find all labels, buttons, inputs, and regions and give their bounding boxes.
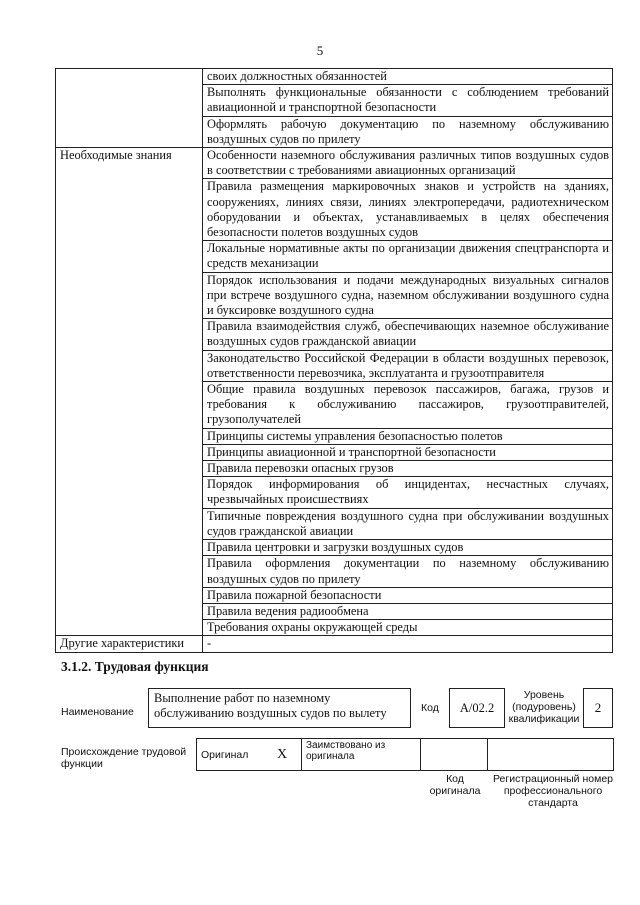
row-label: [56, 540, 203, 556]
row-content: Общие правила воздушных перевозок пассажиров, багажа, грузов и требования к обслуживанию пассажиров, грузоотправителей, грузополучателей: [203, 382, 613, 429]
table-row: [56, 319, 613, 350]
function-code-field: А/02.2: [449, 688, 505, 728]
row-content: Законодательство Российской Федерации в области воздушных перевозок, ответственности перевозчика, эксплуатанта и грузоотправителя: [203, 350, 613, 381]
row-content: Принципы системы управления безопасностью полетов: [203, 428, 613, 444]
row-content: Правила оформления документации по наземному обслуживанию воздушных судов по прилету: [203, 556, 613, 587]
row-content: Правила центровки и загрузки воздушных судов: [203, 540, 613, 556]
table-row: [56, 556, 613, 587]
table-row: [56, 540, 613, 556]
table-row: [56, 382, 613, 429]
row-content: Правила пожарной безопасности: [203, 587, 613, 603]
row-content: Принципы авиационной и транспортной безопасности: [203, 444, 613, 460]
row-label: [56, 319, 203, 350]
row-label: [56, 85, 203, 116]
origin-label: Происхождение трудовой функции: [61, 746, 187, 770]
row-label: [56, 461, 203, 477]
row-content: Правила ведения радиообмена: [203, 603, 613, 619]
table-row: [56, 428, 613, 444]
row-label: [56, 428, 203, 444]
row-label: [56, 508, 203, 539]
row-content: Правила размещения маркировочных знаков и устройств на зданиях, сооружениях, линиях связи, линиях электропередачи, радиотехническом оборудовании и объектах, устанавливаемых в целях обеспечения безопасности полетов воздушных судов: [203, 179, 613, 241]
row-label: [56, 556, 203, 587]
row-content: Локальные нормативные акты по организации движения спецтранспорта и средств механизации: [203, 241, 613, 272]
row-label: [56, 620, 203, 636]
reg-number-caption: Регистрационный номер профессионального стандарта: [493, 773, 613, 809]
row-label: [56, 179, 203, 241]
code-original-cell: [421, 739, 488, 771]
row-label: [56, 603, 203, 619]
code-label: Код: [421, 702, 439, 714]
row-label: [56, 241, 203, 272]
code-original-caption: Код оригинала: [429, 773, 481, 797]
origin-grid: [196, 738, 614, 771]
row-label: [56, 350, 203, 381]
row-label: [56, 477, 203, 508]
row-content: Типичные повреждения воздушного судна при обслуживании воздушных судов гражданской авиации: [203, 508, 613, 539]
table-row: [56, 179, 613, 241]
table-row: [56, 587, 613, 603]
row-content: Порядок информирования об инцидентах, несчастных случаях, чрезвычайных происшествиях: [203, 477, 613, 508]
row-content: Оформлять рабочую документацию по наземному обслуживанию воздушных судов по прилету: [203, 116, 613, 147]
page-number: 5: [316, 43, 324, 58]
row-content: Правила перевозки опасных грузов: [203, 461, 613, 477]
level-label: Уровень (подуровень) квалификации: [508, 689, 580, 725]
section-title: 3.1.2. Трудовая функция: [61, 659, 209, 674]
original-mark: X: [263, 739, 302, 771]
row-label: [56, 116, 203, 147]
table-row: [56, 477, 613, 508]
table-row: [56, 85, 613, 116]
function-name-field: Выполнение работ по наземному обслуживанию воздушных судов по вылету: [148, 688, 411, 728]
table-row: [56, 350, 613, 381]
row-label: Другие характеристики: [56, 636, 203, 652]
table-row: [56, 148, 613, 179]
level-field: 2: [583, 688, 613, 728]
table-row: [56, 620, 613, 636]
row-content: -: [203, 636, 613, 652]
row-label: Необходимые знания: [56, 148, 203, 179]
table-row: [56, 636, 613, 652]
row-content: Особенности наземного обслуживания различных типов воздушных судов в соответствии с требованиями авиационных организаций: [203, 148, 613, 179]
table-row: [56, 69, 613, 85]
table-row: [56, 272, 613, 319]
row-label: [56, 382, 203, 429]
row-label: [56, 444, 203, 460]
borrowed-label: Заимствовано из оригинала: [302, 739, 421, 771]
row-content: своих должностных обязанностей: [203, 69, 613, 85]
name-label: Наименование: [61, 706, 134, 718]
table-row: [56, 116, 613, 147]
row-content: Правила взаимодействия служб, обеспечивающих наземное обслуживание воздушных судов гражданской авиации: [203, 319, 613, 350]
table-row: [56, 444, 613, 460]
table-row: [56, 461, 613, 477]
table-row: [56, 508, 613, 539]
row-content: Выполнять функциональные обязанности с соблюдением требований авиационной и транспортной безопасности: [203, 85, 613, 116]
row-label: [56, 272, 203, 319]
knowledge-table: [55, 68, 613, 653]
original-label: Оригинал: [197, 739, 264, 771]
table-row: [56, 241, 613, 272]
row-label: [56, 69, 203, 85]
row-content: Порядок использования и подачи международных визуальных сигналов при встрече воздушного судна, наземном обслуживании воздушного судна и буксировке воздушного судна: [203, 272, 613, 319]
row-content: Требования охраны окружающей среды: [203, 620, 613, 636]
reg-number-cell: [488, 739, 614, 771]
row-label: [56, 587, 203, 603]
table-row: [56, 603, 613, 619]
